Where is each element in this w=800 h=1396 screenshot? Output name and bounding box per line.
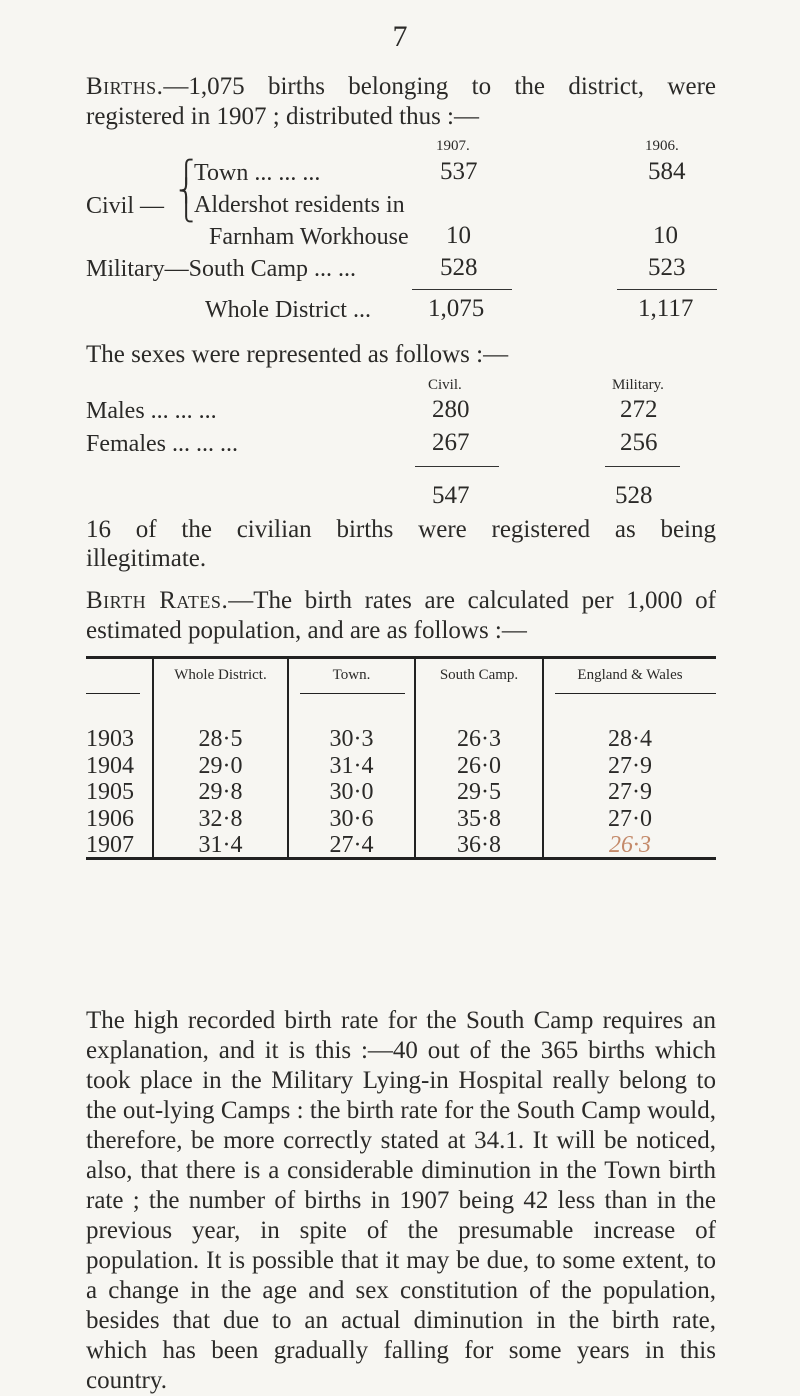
rates-header-south: South Camp. <box>439 667 519 683</box>
females-civil: 267 <box>432 429 470 456</box>
row-town-1907: 537 <box>440 158 478 185</box>
row-farnham-1907: 10 <box>446 222 471 249</box>
rates-header-town: Town. <box>332 667 371 683</box>
rates-cell-england: 26·3 <box>609 832 651 858</box>
rates-cell-year: 1906 <box>86 805 134 832</box>
rates-header-england: England & Wales <box>577 667 683 683</box>
birth-rates-paragraph <box>86 586 716 646</box>
rates-cell-south: 35·8 <box>457 805 501 832</box>
closing-paragraph: The high recorded birth rate for the South Camp requires an explanation, and it is this :—40 out of the 365 births which took place in the Military Lying-in Hospital really belong to the out-lying Camps : the birth rate for the South Camp would, therefore, be more correctly stated at 34.1. It will be noticed, also, that there is a considerable diminution in the Town birth rate ; the number of births in 1907 being 42 less than in the previous year, in spite of the presumable increase of population. It is possible that it may be due, to some extent, to a change in the age and sex constitution of the population, besides that due to an actual diminution in the birth rate, which has been gradually falling for some years in this country. <box>86 1007 716 1394</box>
page-number: 7 <box>392 20 408 53</box>
rates-cell-whole: 29·0 <box>198 752 243 779</box>
sexes-col-civil: Civil. <box>428 377 462 393</box>
females-military: 256 <box>620 429 658 456</box>
row-military-label: Military—South Camp ... ... <box>86 256 356 282</box>
row-military-1906: 523 <box>648 254 686 281</box>
sexes-total-civil: 547 <box>432 482 470 509</box>
sexes-rule-civil <box>415 466 499 467</box>
rates-cell-year: 1904 <box>86 752 134 779</box>
row-town-label: Town ... ... ... <box>194 160 321 186</box>
sexes-col-military: Military. <box>612 377 664 393</box>
births-col-1907: 1907. <box>436 138 470 154</box>
rates-cell-year: 1907 <box>86 832 134 858</box>
rates-cell-south: 26·0 <box>457 752 501 779</box>
rates-header-rule-left <box>86 693 140 694</box>
rates-cell-whole: 31·4 <box>198 832 243 858</box>
row-aldershot-label: Aldershot residents in <box>194 192 405 218</box>
whole-district-1906: 1,117 <box>638 295 694 322</box>
males-label: Males ... ... ... <box>86 398 217 424</box>
rates-cell-whole: 29·8 <box>198 779 243 805</box>
births-heading: Births. <box>86 73 164 100</box>
sexes-rule-military <box>605 466 680 467</box>
whole-district-1907: 1,075 <box>428 295 485 322</box>
rates-header-whole: Whole District. <box>174 667 267 683</box>
rates-cell-south: 29·5 <box>457 779 501 805</box>
rates-cell-england: 27·9 <box>608 779 652 805</box>
rates-cell-year: 1903 <box>86 726 134 752</box>
row-military-1907: 528 <box>440 254 478 281</box>
rates-cell-south: 26·3 <box>457 726 501 752</box>
rates-cell-england: 27·9 <box>608 752 652 779</box>
males-civil: 280 <box>432 396 470 423</box>
sexes-intro: The sexes were represented as follows :— <box>86 341 509 368</box>
rates-cell-whole: 32·8 <box>198 805 243 832</box>
civil-label: Civil — <box>86 193 165 219</box>
rates-header-rule-right <box>555 693 716 694</box>
rates-cell-town: 30·0 <box>329 779 374 805</box>
birth-rates-heading: Birth Rates. <box>86 587 229 614</box>
births-paragraph <box>86 72 716 132</box>
births-text: —1,075 births belonging to the district, were registered in 1907 ; distributed thus :— <box>86 73 716 130</box>
brace-icon: ⎧ ⎨ ⎩ <box>178 159 195 222</box>
rates-cell-england: 27·0 <box>608 805 652 832</box>
females-label: Females ... ... ... <box>86 431 238 457</box>
rates-cell-england: 28·4 <box>608 726 652 752</box>
rates-cell-town: 31·4 <box>329 752 374 779</box>
row-town-1906: 584 <box>648 158 686 185</box>
birth-rates-text: —The birth rates are calculated per 1,000 of estimated population, and are as follows :— <box>86 587 716 644</box>
rates-cell-year: 1905 <box>86 779 134 805</box>
row-farnham-1906: 10 <box>653 222 678 249</box>
rates-cell-town: 30·6 <box>329 805 374 832</box>
rates-header-rule-mid <box>300 693 405 694</box>
births-rule-1906 <box>617 289 717 290</box>
sexes-total-military: 528 <box>615 482 653 509</box>
births-rule-1907 <box>412 289 512 290</box>
illegitimate-line-2: illegitimate. <box>86 545 207 572</box>
rates-cell-south: 36·8 <box>457 832 501 858</box>
rates-table-top-rule <box>86 656 716 659</box>
rates-cell-town: 27·4 <box>329 832 374 858</box>
illegitimate-line-1: 16 of the civilian births were registered as being <box>86 516 716 543</box>
rates-cell-whole: 28·5 <box>198 726 243 752</box>
births-col-1906: 1906. <box>645 138 679 154</box>
whole-district-label: Whole District ... <box>205 297 371 323</box>
rates-cell-town: 30·3 <box>329 726 374 752</box>
males-military: 272 <box>620 396 658 423</box>
row-farnham-label: Farnham Workhouse <box>209 224 409 250</box>
